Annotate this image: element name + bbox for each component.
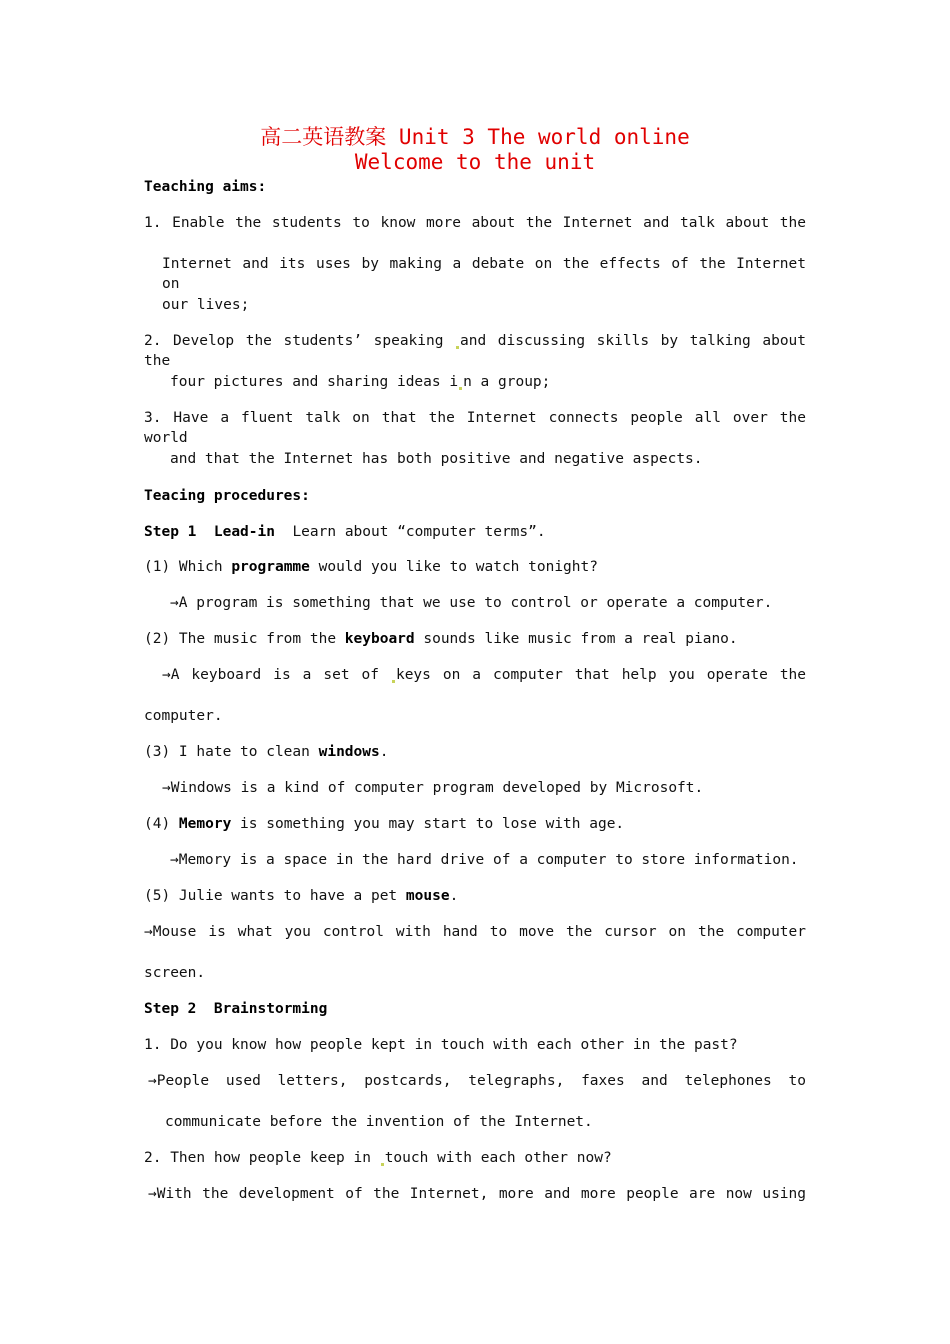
answer-1: →A program is something that we use to control or operate a computer. [170,595,773,611]
term-mouse: mouse [405,888,450,904]
aim-2-line-1-a: 2. Develop the students’ speaking [144,333,456,349]
question-1 [144,557,806,577]
brainstorm-answer-1-line-1: →People used letters, postcards, telegraphs, faxes and telephones to [148,1073,806,1089]
answer-2-line-1 [162,665,806,685]
aim-1-line-2: Internet and its uses by making a debate on the effects of the Internet on [162,256,806,292]
term-keyboard: keyboard [344,631,415,647]
step-1-name: Lead-in [213,524,275,540]
question-5-post: . [449,888,459,904]
highlight-mark [381,1163,384,1166]
aim-2-line-1 [144,331,806,371]
answer-2-line-2: computer. [144,708,223,724]
brainstorm-question-2-b: touch with each other now? [384,1150,612,1166]
question-5 [144,886,806,906]
question-3-post: . [379,744,389,760]
question-2-pre: (2) The music from the [144,631,345,647]
question-4-post: is something you may start to lose with age. [231,816,625,832]
aim-2-line-2-b: n a group; [463,374,551,390]
question-1-pre: (1) Which [144,559,232,575]
aim-2-line-1-b: and discussing skills by talking about the [144,333,807,369]
brainstorm-question-2 [144,1148,806,1168]
step-2-name: Brainstorming [213,1001,328,1017]
question-2 [144,629,806,649]
brainstorm-answer-1-line-2: communicate before the invention of the Internet. [165,1114,593,1130]
document-subtitle: Welcome to the unit [354,150,596,174]
highlight-mark [456,346,459,349]
question-3 [144,742,806,762]
term-programme: programme [231,559,310,575]
question-4 [144,814,806,834]
aim-3-line-2: and that the Internet has both positive and negative aspects. [170,451,703,467]
term-windows: windows [318,744,380,760]
document-title: 高二英语教案 Unit 3 The world online [260,125,690,149]
step-2-label: Step 2 [144,1001,197,1017]
aim-1-line-1: 1. Enable the students to know more about the Internet and talk about the [144,215,806,231]
answer-5-line-1: →Mouse is what you control with hand to move the cursor on the computer [144,924,806,940]
aim-1-line-3: our lives; [162,297,250,313]
question-1-post: would you like to watch tonight? [309,559,598,575]
answer-3: →Windows is a kind of computer program developed by Microsoft. [162,780,704,796]
answer-5-line-2: screen. [144,965,206,981]
procedures-heading: Teacing procedures: [144,488,310,504]
answer-2-b: keys on a computer that help you operate the [395,667,807,683]
aim-3-line-1: 3. Have a fluent talk on that the Internet connects people all over the world [144,410,806,446]
question-4-pre: (4) [144,816,179,832]
question-2-post: sounds like music from a real piano. [414,631,738,647]
step-1-label: Step 1 [144,524,197,540]
aim-2-line-2 [170,372,806,392]
question-3-pre: (3) I hate to clean [144,744,319,760]
term-memory: Memory [178,816,232,832]
step-2-line [144,999,806,1019]
brainstorm-answer-2-line-1: →With the development of the Internet, more and more people are now using [148,1186,806,1202]
aim-2-line-2-a: four pictures and sharing ideas i [170,374,459,390]
answer-2-a: →A keyboard is a set of [162,667,391,683]
brainstorm-question-2-a: 2. Then how people keep in [144,1150,380,1166]
brainstorm-question-1: 1. Do you know how people kept in touch with each other in the past? [144,1037,738,1053]
question-5-pre: (5) Julie wants to have a pet [144,888,406,904]
highlight-mark [459,387,462,390]
step-1-line [144,522,806,542]
answer-4: →Memory is a space in the hard drive of a computer to store information. [170,852,799,868]
aims-heading: Teaching aims: [144,179,267,195]
step-1-text: Learn about “computer terms”. [292,524,546,540]
highlight-mark [392,680,395,683]
